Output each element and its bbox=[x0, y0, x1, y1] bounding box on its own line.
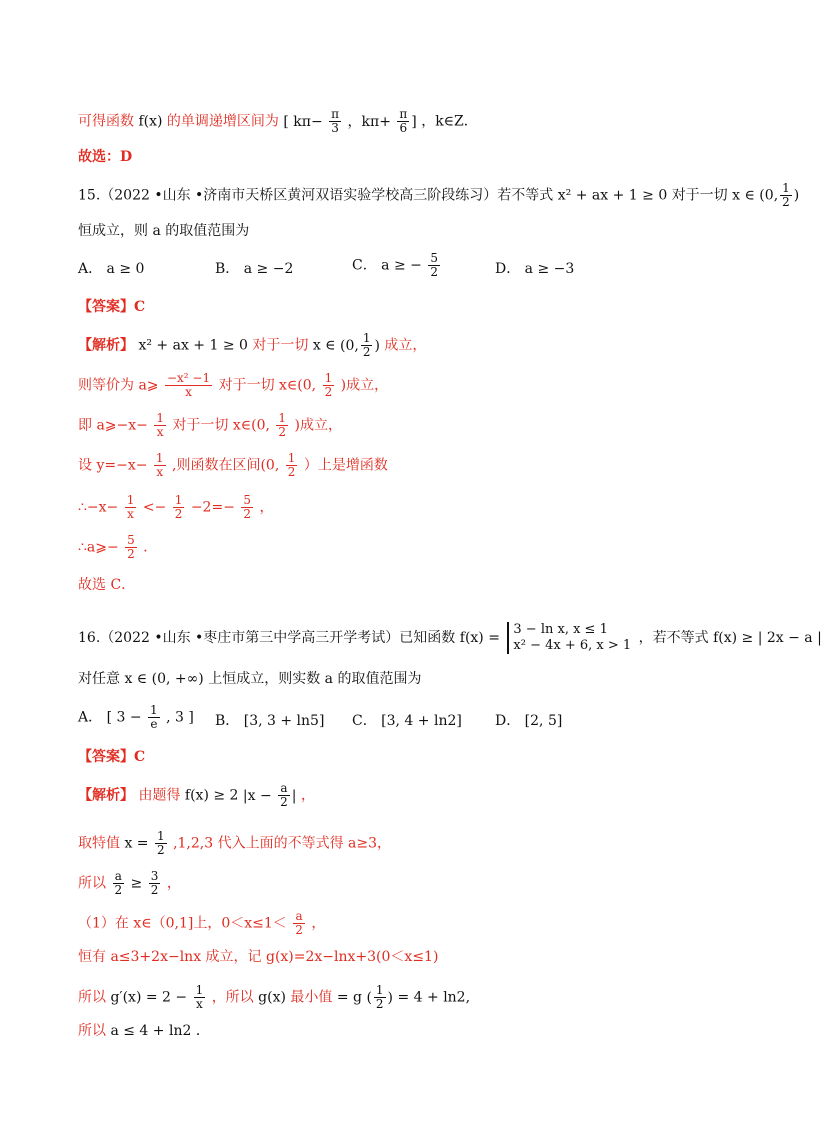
text: 取特值 bbox=[78, 835, 120, 852]
fraction bbox=[361, 332, 373, 359]
frac-num: 1 bbox=[126, 493, 135, 507]
q16-analysis-l3 bbox=[78, 870, 181, 897]
fraction bbox=[148, 704, 160, 731]
frac-den: x bbox=[196, 997, 203, 1011]
frac-num: 1 bbox=[195, 983, 204, 997]
math: = g bbox=[336, 989, 362, 1006]
math: a bbox=[324, 671, 334, 687]
math: x ∈ bbox=[312, 337, 336, 354]
fraction bbox=[149, 870, 161, 897]
frac-den: 2 bbox=[324, 385, 333, 399]
text: 最小值 bbox=[290, 989, 333, 1006]
fraction bbox=[374, 984, 386, 1011]
top-line1 bbox=[78, 108, 478, 135]
math: ，k∈Z． bbox=[421, 113, 478, 130]
frac-den: x bbox=[156, 465, 164, 479]
frac-den: 2 bbox=[127, 547, 135, 561]
q16-analysis-l2 bbox=[78, 830, 391, 857]
fraction bbox=[154, 452, 166, 479]
text: )成立， bbox=[294, 417, 342, 434]
q16-stem2 bbox=[78, 670, 421, 688]
text: C． a ≥ − bbox=[352, 257, 422, 274]
fraction bbox=[278, 782, 290, 809]
frac-den: 6 bbox=[399, 121, 408, 135]
text: 的单调递增区间为 bbox=[166, 113, 279, 130]
text: ． bbox=[143, 539, 158, 556]
math: 0, bbox=[345, 337, 359, 354]
text: ， bbox=[259, 499, 274, 516]
text: 【解析】 bbox=[78, 337, 134, 354]
math: y=−x− bbox=[96, 457, 148, 474]
math: ∴−x− bbox=[78, 499, 119, 516]
math: x² + ax + 1 ≥ 0 bbox=[557, 187, 668, 204]
frac-num: 1 bbox=[782, 181, 790, 195]
frac-den: 2 bbox=[174, 507, 183, 521]
fraction bbox=[428, 252, 440, 279]
text: 所以 bbox=[78, 1023, 106, 1039]
math: , 3 bbox=[166, 709, 184, 726]
math: 3 − bbox=[116, 709, 142, 726]
math: ∴a⩾− bbox=[78, 539, 119, 556]
text: ， bbox=[300, 787, 315, 804]
frac-den: e bbox=[150, 717, 158, 731]
frac-den: 2 bbox=[375, 997, 384, 1011]
fraction bbox=[112, 870, 124, 897]
math: x ∈ (0, +∞) bbox=[124, 671, 204, 687]
fraction bbox=[125, 494, 137, 521]
frac-num: π bbox=[399, 107, 408, 121]
q15-analysis-l5 bbox=[78, 494, 273, 521]
frac-den: 2 bbox=[362, 345, 371, 359]
math: ≥ bbox=[130, 875, 143, 892]
fraction bbox=[173, 494, 185, 521]
frac-num: π bbox=[331, 107, 340, 121]
interval: [ kπ− $\frac{\pi}{3}$ ，kπ+ $\frac{\pi}{6}$ ] bbox=[283, 107, 422, 135]
text: 可得函数 bbox=[78, 113, 134, 130]
q15-answer: 【答案】C bbox=[78, 299, 146, 315]
text: 设 bbox=[78, 457, 92, 474]
math: a⩾ bbox=[138, 377, 159, 394]
fraction bbox=[165, 372, 212, 399]
fraction bbox=[329, 108, 341, 135]
fraction bbox=[194, 984, 206, 1011]
math: x − bbox=[247, 787, 272, 804]
frac-num: 1 bbox=[156, 829, 165, 843]
fraction bbox=[397, 108, 409, 135]
math: = 4 + ln2, bbox=[397, 989, 471, 1006]
fraction bbox=[293, 910, 305, 937]
frac-num: 1 bbox=[362, 331, 371, 345]
frac-den: 2 bbox=[280, 795, 288, 809]
math: a⩾−x− bbox=[96, 417, 148, 434]
frac-den: 2 bbox=[295, 923, 303, 937]
frac-num: −x² −1 bbox=[166, 371, 211, 385]
math: x = bbox=[124, 835, 149, 852]
text: ,1,2,3 代入上面的不等式得 a≥3， bbox=[173, 835, 392, 852]
text: 恒成立，则 bbox=[78, 223, 148, 239]
frac-num: 1 bbox=[287, 451, 296, 465]
math: g(x) bbox=[258, 989, 286, 1006]
math: g′(x) = 2 − bbox=[110, 989, 188, 1006]
frac-num: a bbox=[114, 869, 122, 883]
frac-den: 3 bbox=[331, 121, 339, 135]
math: kπ− bbox=[293, 113, 323, 130]
text: 对于一切 bbox=[252, 337, 309, 354]
fraction bbox=[125, 534, 137, 561]
frac-num: 1 bbox=[174, 493, 183, 507]
q16-choice-c[interactable]: C． [3, 4 + ln2] bbox=[352, 713, 462, 729]
math: −2=− bbox=[190, 499, 235, 516]
math: ，kπ+ bbox=[347, 113, 391, 130]
math: a bbox=[152, 223, 161, 239]
q16-analysis-l6: 所以 g′(x) = 2 − $\frac{1}{x}$ ，所以 g(x) 最小值 = g ( $\frac{1}{2}$ ) = 4 + ln2, bbox=[78, 983, 471, 1011]
q15-choice-b[interactable]: B． a ≥ −2 bbox=[215, 261, 294, 277]
frac-den: 2 bbox=[430, 265, 438, 279]
q16-analysis-l7 bbox=[78, 1022, 210, 1040]
q16-choice-b[interactable]: B． [3, 3 + ln5] bbox=[215, 713, 325, 729]
fraction bbox=[155, 830, 167, 857]
fraction bbox=[323, 372, 335, 399]
frac-num: 5 bbox=[127, 533, 135, 547]
q16-analysis-l1: 【解析】 由题得 f(x) ≥ 2 |x − $\frac{a}{2}$ | ， bbox=[78, 781, 315, 809]
q15-choice-c[interactable] bbox=[352, 252, 442, 279]
frac-den: 2 bbox=[243, 507, 252, 521]
frac-num: 1 bbox=[150, 703, 158, 717]
q15-stem2 bbox=[78, 222, 249, 240]
frac-den: 2 bbox=[782, 195, 790, 209]
fraction bbox=[154, 412, 166, 439]
q15-analysis-l1: 【解析】 x² + ax + 1 ≥ 0 对于一切 x ∈ (0, $\frac{1}{2}$ ) 成立， bbox=[78, 331, 427, 359]
text: )成立， bbox=[340, 377, 389, 394]
frac-num: a bbox=[295, 909, 303, 923]
text: ， bbox=[166, 875, 181, 892]
math: <− bbox=[142, 499, 167, 516]
text: 所以 bbox=[78, 989, 106, 1006]
text: 【解析】 bbox=[78, 787, 134, 804]
fraction bbox=[241, 494, 253, 521]
q15-choice-d[interactable]: D． a ≥ −3 bbox=[495, 261, 575, 277]
frac-den: 2 bbox=[114, 883, 123, 897]
frac-num: 1 bbox=[324, 371, 333, 385]
case: 3 − ln x, x ≤ 1 bbox=[513, 622, 608, 637]
q15-stem: 15.（2022 •山东 •济南市天桥区黄河双语实验学校高三阶段练习）若不等式 x² + ax + 1 ≥ 0 对于一切 x ∈ (0, $\frac{1}{2}$ ) bbox=[78, 181, 800, 209]
q16-stem bbox=[78, 622, 822, 654]
math: x² + ax + 1 ≥ 0 bbox=[138, 337, 248, 354]
q15-choice-a[interactable]: A． a ≥ 0 bbox=[78, 261, 145, 277]
text: 成立， bbox=[384, 337, 427, 354]
piecewise bbox=[507, 622, 631, 654]
math: x∈(0, bbox=[279, 377, 317, 394]
text: 的取值范围为 bbox=[165, 223, 250, 239]
text: ）上是增函数 bbox=[303, 457, 388, 474]
text: 15.（2022 •山东 •济南市天桥区黄河双语实验学校高三阶段练习）若不等式 bbox=[78, 187, 554, 204]
text: 对于一切 bbox=[218, 377, 275, 394]
q16-choice-d[interactable]: D． [2, 5] bbox=[495, 713, 563, 729]
frac-num: 1 bbox=[155, 451, 164, 465]
text: 对于一切 bbox=[671, 187, 728, 204]
text: 上恒成立，则实数 bbox=[208, 671, 321, 687]
text: ,则函数在区间(0, bbox=[172, 457, 280, 474]
frac-den: 2 bbox=[150, 883, 159, 897]
math: ． bbox=[195, 1023, 210, 1039]
math: f(x) ≥ | 2x − a | bbox=[713, 630, 822, 646]
frac-num: 1 bbox=[156, 411, 164, 425]
frac-num: 5 bbox=[243, 493, 252, 507]
text: （1）在 x∈（0,1]上，0＜x≤1＜ bbox=[78, 915, 287, 932]
math: x ∈ bbox=[732, 187, 755, 204]
q15-answer-select: 故选 C． bbox=[78, 577, 136, 593]
q15-analysis-l4 bbox=[78, 452, 388, 479]
frac-num: 5 bbox=[430, 251, 438, 265]
frac-num: 1 bbox=[278, 411, 287, 425]
frac-den: 2 bbox=[278, 425, 287, 439]
text: 则等价为 bbox=[78, 377, 134, 394]
math: f(x) bbox=[138, 113, 163, 130]
q16-analysis-l5: 恒有 a≤3+2x−lnx 成立，记 g(x)=2x−lnx+3(0＜x≤1) bbox=[78, 949, 439, 965]
text: 由题得 bbox=[138, 787, 181, 804]
text: ，所以 bbox=[211, 989, 254, 1006]
math: 0, bbox=[764, 187, 779, 204]
fraction bbox=[286, 452, 298, 479]
text: 对任意 bbox=[78, 671, 120, 687]
q16-analysis-l4 bbox=[78, 910, 325, 937]
text: A． bbox=[78, 709, 103, 726]
q15-analysis-l6 bbox=[78, 534, 157, 561]
text: 所以 bbox=[78, 875, 106, 892]
frac-num: 1 bbox=[375, 983, 384, 997]
q16-answer: 【答案】C bbox=[78, 749, 146, 765]
math: a ≤ 4 + ln2 bbox=[110, 1023, 192, 1039]
math: f(x) ≥ 2 bbox=[184, 787, 239, 804]
frac-den: x bbox=[127, 507, 134, 521]
text: ， bbox=[311, 915, 326, 932]
frac-num: a bbox=[280, 781, 288, 795]
frac-den: x bbox=[156, 425, 164, 439]
frac-den: 2 bbox=[287, 465, 296, 479]
fraction bbox=[780, 182, 792, 209]
text: ，若不等式 bbox=[638, 630, 709, 646]
text: 16.（2022 •山东 •枣庄市第三中学高三开学考试）已知函数 bbox=[78, 630, 456, 646]
case: x² − 4x + 6, x > 1 bbox=[513, 638, 632, 653]
text: 对于一切 bbox=[172, 417, 229, 434]
frac-den: x bbox=[185, 385, 192, 399]
math: f(x) = bbox=[459, 630, 500, 646]
answer-select-d: 故选：D bbox=[78, 149, 133, 165]
math: x∈(0, bbox=[232, 417, 270, 434]
frac-den: 2 bbox=[156, 843, 165, 857]
q15-analysis-l3 bbox=[78, 412, 342, 439]
fraction bbox=[276, 412, 288, 439]
text: 的取值范围为 bbox=[337, 671, 422, 687]
frac-num: 3 bbox=[150, 869, 159, 883]
q16-choice-a[interactable]: A． [ 3 − $\frac{1}{e}$ , 3 ] bbox=[78, 703, 194, 731]
text: 即 bbox=[78, 417, 92, 434]
q15-analysis-l2 bbox=[78, 372, 388, 399]
